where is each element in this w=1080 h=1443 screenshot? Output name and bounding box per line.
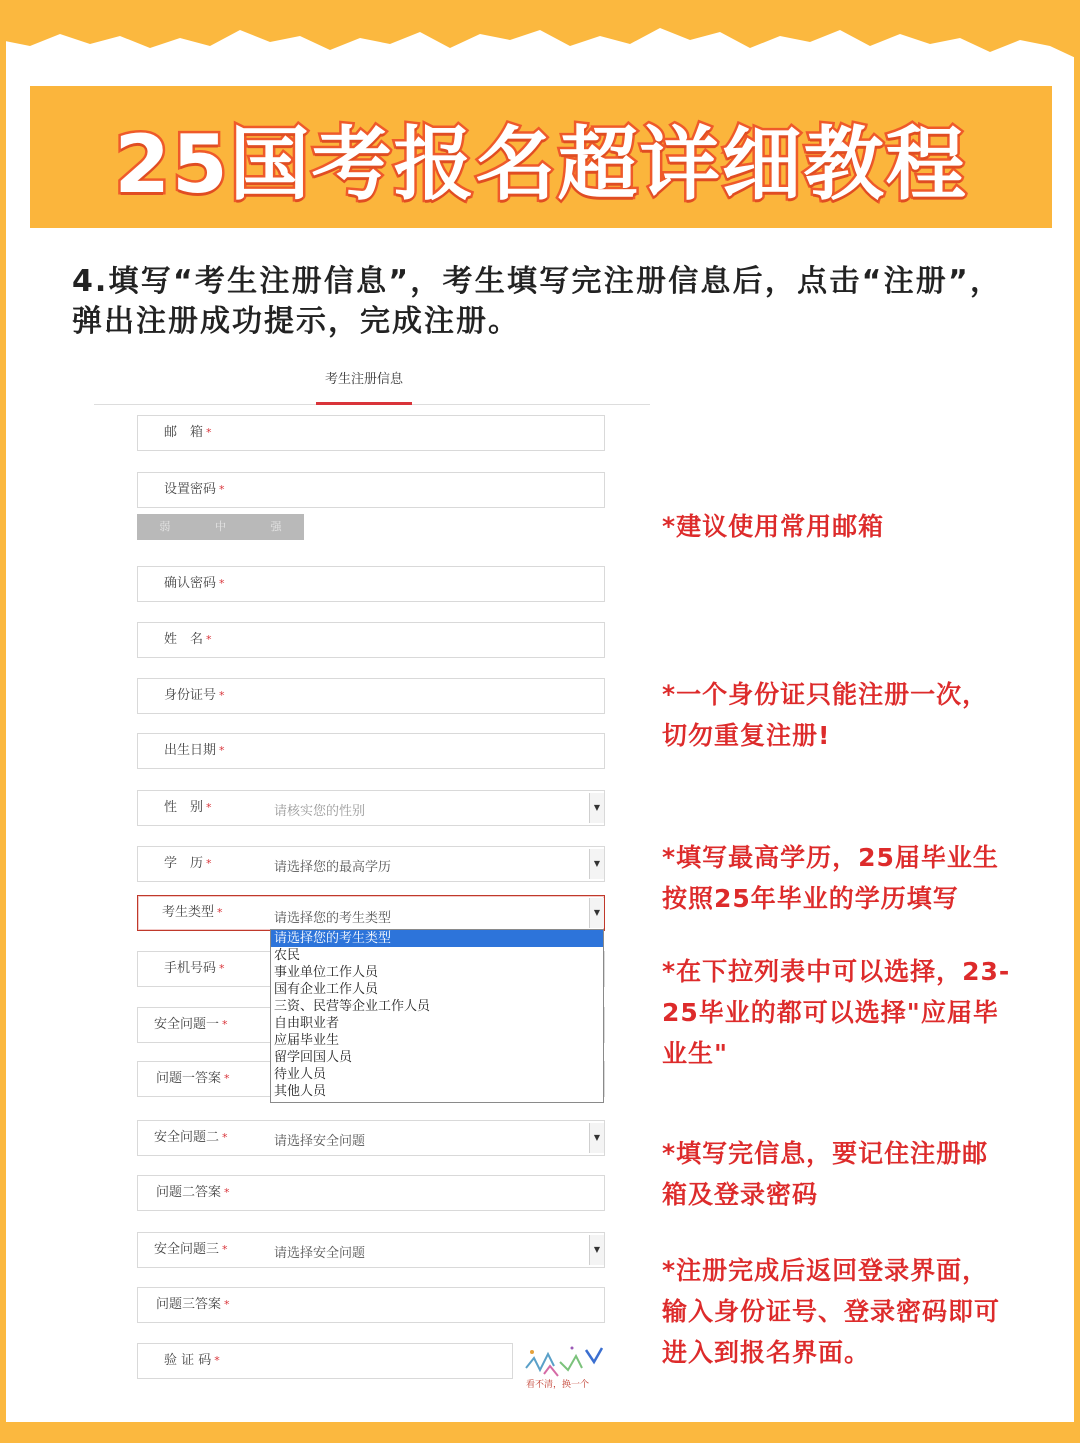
security-question-2-label: 安全问题二 * bbox=[154, 1130, 228, 1145]
dropdown-option[interactable]: 待业人员 bbox=[274, 1067, 327, 1082]
instruction-text: 4.填写“考生注册信息”，考生填写完注册信息后，点击“注册”，弹出注册成功提示，完成注册。 bbox=[72, 264, 1002, 339]
dropdown-option[interactable]: 农民 bbox=[274, 948, 301, 963]
phone-label: 手机号码 * bbox=[164, 961, 225, 976]
password-field[interactable] bbox=[137, 472, 605, 508]
security-question-3-select[interactable] bbox=[137, 1232, 605, 1268]
candidate-type-select[interactable] bbox=[137, 895, 605, 931]
id-card-field[interactable] bbox=[137, 678, 605, 714]
answer-2-field[interactable] bbox=[137, 1175, 605, 1211]
education-value: 请选择您的最高学历 bbox=[274, 860, 392, 875]
candidate-type-dropdown[interactable] bbox=[270, 929, 604, 1103]
strength-weak: 弱 bbox=[159, 520, 171, 533]
education-label: 学 历 * bbox=[164, 856, 212, 871]
birth-date-label: 出生日期 * bbox=[164, 743, 225, 758]
dropdown-option[interactable]: 国有企业工作人员 bbox=[274, 982, 379, 997]
strength-medium: 中 bbox=[215, 520, 226, 533]
dropdown-option[interactable]: 请选择您的考生类型 bbox=[271, 930, 603, 947]
security-question-1-label: 安全问题一 * bbox=[154, 1017, 228, 1032]
captcha-label: 验 证 码 * bbox=[164, 1353, 220, 1368]
security-question-3-value: 请选择安全问题 bbox=[274, 1246, 366, 1261]
dropdown-option[interactable]: 自由职业者 bbox=[274, 1016, 340, 1031]
note-id-once: *一个身份证只能注册一次，切勿重复注册! bbox=[662, 680, 989, 750]
password-label: 设置密码 * bbox=[164, 482, 225, 497]
gender-select[interactable] bbox=[137, 790, 605, 826]
chevron-down-icon[interactable]: ▼ bbox=[589, 898, 604, 928]
chevron-down-icon[interactable]: ▼ bbox=[589, 849, 604, 879]
answer-1-label: 问题一答案 * bbox=[156, 1071, 230, 1086]
answer-3-field[interactable] bbox=[137, 1287, 605, 1323]
note-dropdown: *在下拉列表中可以选择，23-25毕业的都可以选择"应届毕业生" bbox=[662, 957, 1011, 1068]
name-label: 姓 名 * bbox=[164, 632, 212, 647]
chevron-down-icon[interactable]: ▼ bbox=[589, 1123, 604, 1153]
note-remember: *填写完信息，要记住注册邮箱及登录密码 bbox=[662, 1139, 989, 1209]
note-email: *建议使用常用邮箱 bbox=[662, 512, 885, 541]
dropdown-option[interactable]: 事业单位工作人员 bbox=[274, 965, 379, 980]
confirm-password-field[interactable] bbox=[137, 566, 605, 602]
strength-strong: 强 bbox=[270, 520, 282, 533]
dropdown-option[interactable]: 应届毕业生 bbox=[274, 1033, 340, 1048]
chevron-down-icon[interactable]: ▼ bbox=[589, 1235, 604, 1265]
answer-3-label: 问题三答案 * bbox=[156, 1297, 230, 1312]
birth-date-field[interactable] bbox=[137, 733, 605, 769]
captcha-field[interactable] bbox=[137, 1343, 513, 1379]
email-field[interactable] bbox=[137, 415, 605, 451]
candidate-type-label: 考生类型 * bbox=[162, 905, 223, 920]
security-question-3-label: 安全问题三 * bbox=[154, 1242, 228, 1257]
name-field[interactable] bbox=[137, 622, 605, 658]
page-title: 25国考报名超详细教程 bbox=[114, 117, 968, 211]
form-tab-bar bbox=[94, 360, 650, 405]
dropdown-option[interactable]: 留学回国人员 bbox=[274, 1050, 353, 1065]
gender-value: 请核实您的性别 bbox=[274, 804, 366, 819]
security-question-2-value: 请选择安全问题 bbox=[274, 1134, 366, 1149]
gender-label: 性 别 * bbox=[164, 800, 212, 815]
tab-registration-info[interactable]: 考生注册信息 bbox=[316, 360, 412, 405]
education-select[interactable] bbox=[137, 846, 605, 882]
note-education: *填写最高学历，25届毕业生按照25年毕业的学历填写 bbox=[662, 843, 999, 913]
email-label: 邮 箱 * bbox=[164, 425, 212, 440]
password-strength-meter bbox=[137, 514, 304, 540]
answer-2-label: 问题二答案 * bbox=[156, 1185, 230, 1200]
chevron-down-icon[interactable]: ▼ bbox=[589, 793, 604, 823]
torn-paper-edge bbox=[0, 0, 1080, 70]
confirm-password-label: 确认密码 * bbox=[164, 576, 225, 591]
captcha-refresh-link[interactable]: 看不清，换一个 bbox=[526, 1380, 590, 1390]
id-card-label: 身份证号 * bbox=[164, 688, 225, 703]
security-question-2-select[interactable] bbox=[137, 1120, 605, 1156]
dropdown-option[interactable]: 三资、民营等企业工作人员 bbox=[274, 999, 431, 1014]
candidate-type-value: 请选择您的考生类型 bbox=[274, 911, 392, 926]
note-login: *注册完成后返回登录界面，输入身份证号、登录密码即可进入到报名界面。 bbox=[662, 1256, 1001, 1367]
title-banner bbox=[30, 86, 1052, 228]
dropdown-option[interactable]: 其他人员 bbox=[274, 1084, 327, 1099]
